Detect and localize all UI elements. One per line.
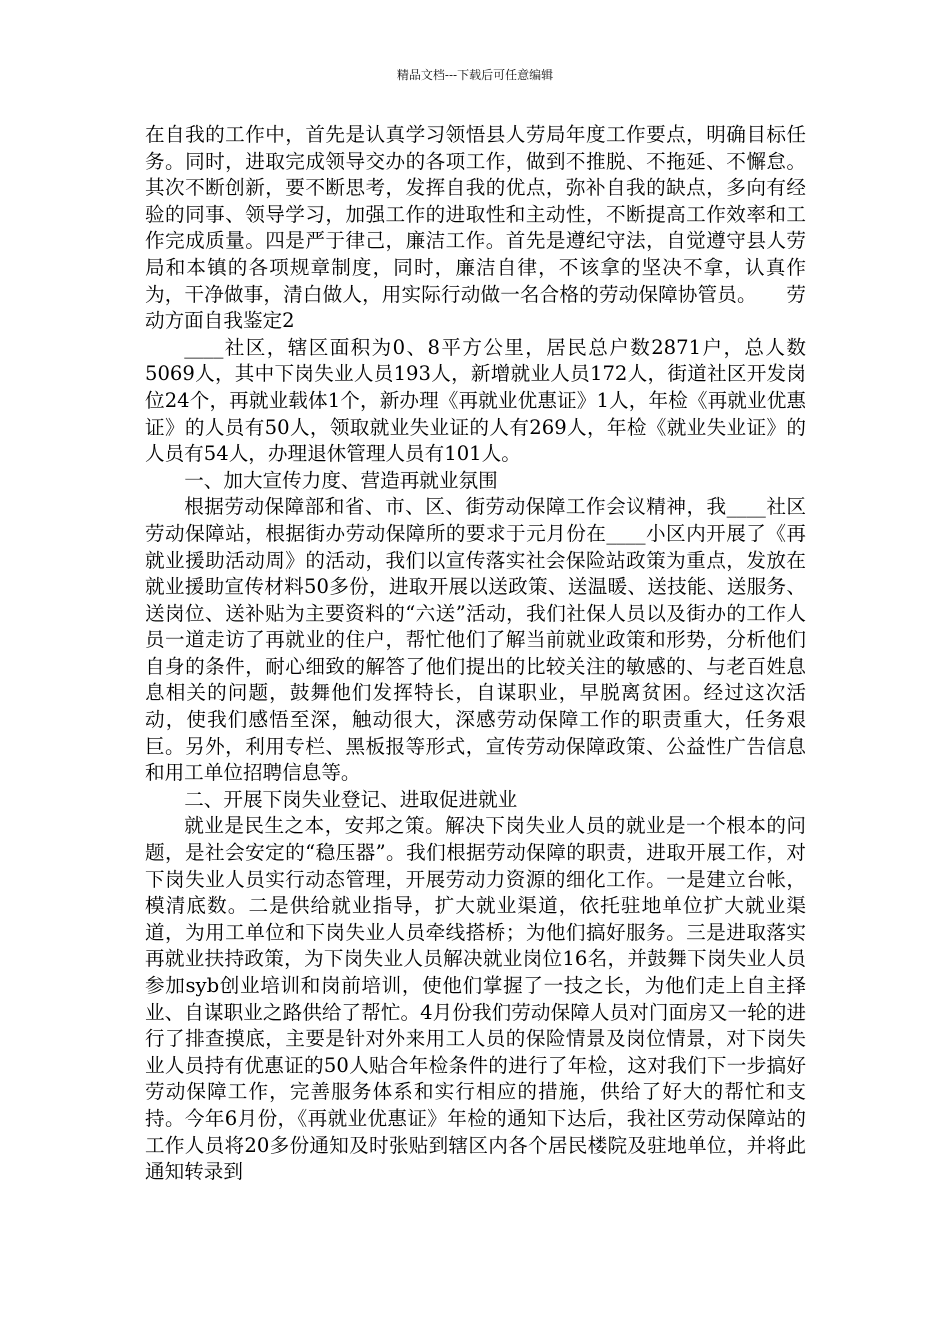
section-heading-publicity: 一、加大宣传力度、营造再就业氛围 [184, 468, 498, 492]
paragraph-publicity: 根据劳动保障部和省、市、区、街劳动保障工作会议精神，我____社区劳动保障站，根据街办劳动保障所的要求于元月份在____小区内开展了《再就业援助活动周》的活动，我们以宣传落实社会保险站政策为重点，发放在就业援助宣传材料50多份，进取开展以送政策、送温暖、送技能、送服务、送岗位、送补贴为主要资料的“六送”活动，我们社保人员以及街办的工作人员一道走访了再就业的住户，帮忙他们了解当前就业政策和形势，分析他们自身的条件，耐心细致的解答了他们提出的比较关注的敏感的、与老百姓息息相关的问题，鼓舞他们发挥特长，自谋职业，早脱离贫困。经过这次活动，使我们感悟至深，触动很大，深感劳动保障工作的职责重大，任务艰巨。另外，利用专栏、黑板报等形式，宣传劳动保障政策、公益性广告信息和用工单位招聘信息等。 [145, 495, 806, 785]
document-body [145, 122, 806, 1186]
paragraph-community-overview: ____社区，辖区面积为0、8平方公里，居民总户数2871户，总人数5069人，其中下岗失业人员193人，新增就业人员172人，街道社区开发岗位24个，再就业载体1个，新办理《再就业优惠证》1人，年检《再就业优惠证》的人员有50人，领取就业失业证的人有269人，年检《就业失业证》的人员有54人，办理退休管理人员有101人。 [145, 335, 806, 466]
page-header: 精品文档---下载后可任意编辑 [396, 68, 554, 82]
paragraph-work-summary: 在自我的工作中，首先是认真学习领悟县人劳局年度工作要点，明确目标任务。同时，进取完成领导交办的各项工作，做到不推脱、不拖延、不懈怠。其次不断创新，要不断思考，发挥自我的优点，弥补自我的缺点，多向有经验的同事、领导学习，加强工作的进取性和主动性，不断提高工作效率和工作完成质量。四是严于律己，廉洁工作。首先是遵纪守法，自觉遵守县人劳局和本镇的各项规章制度，同时，廉洁自律，不该拿的坚决不拿，认真作为，干净做事，清白做人，用实际行动做一名合格的劳动保障协管员。 劳动方面自我鉴定2 [145, 123, 806, 333]
section-heading-registration: 二、开展下岗失业登记、进取促进就业 [184, 787, 518, 811]
paragraph-employment: 就业是民生之本，安邦之策。解决下岗失业人员的就业是一个根本的问题，是社会安定的“稳压器”。我们根据劳动保障的职责，进取开展工作，对下岗失业人员实行动态管理，开展劳动力资源的细化工作。一是建立台帐，模清底数。二是供给就业指导，扩大就业渠道，依托驻地单位扩大就业渠道，为用工单位和下岗失业人员牵线搭桥；为他们搞好服务。三是进取落实再就业扶持政策，为下岗失业人员解决就业岗位16名，并鼓舞下岗失业人员参加syb创业培训和岗前培训，使他们掌握了一技之长，为他们走上自主择业、自谋职业之路供给了帮忙。4月份我们劳动保障人员对门面房又一轮的进行了排查摸底，主要是针对外来用工人员的保险情景及岗位情景，对下岗失业人员持有优惠证的50人贴合年检条件的进行了年检，这对我们下一步搞好劳动保障工作，完善服务体系和实行相应的措施，供给了好大的帮忙和支持。今年6月份，《再就业优惠证》年检的通知下达后，我社区劳动保障站的工作人员将20多份通知及时张贴到辖区内各个居民楼院及驻地单位，并将此通知转录到 [145, 814, 806, 1184]
